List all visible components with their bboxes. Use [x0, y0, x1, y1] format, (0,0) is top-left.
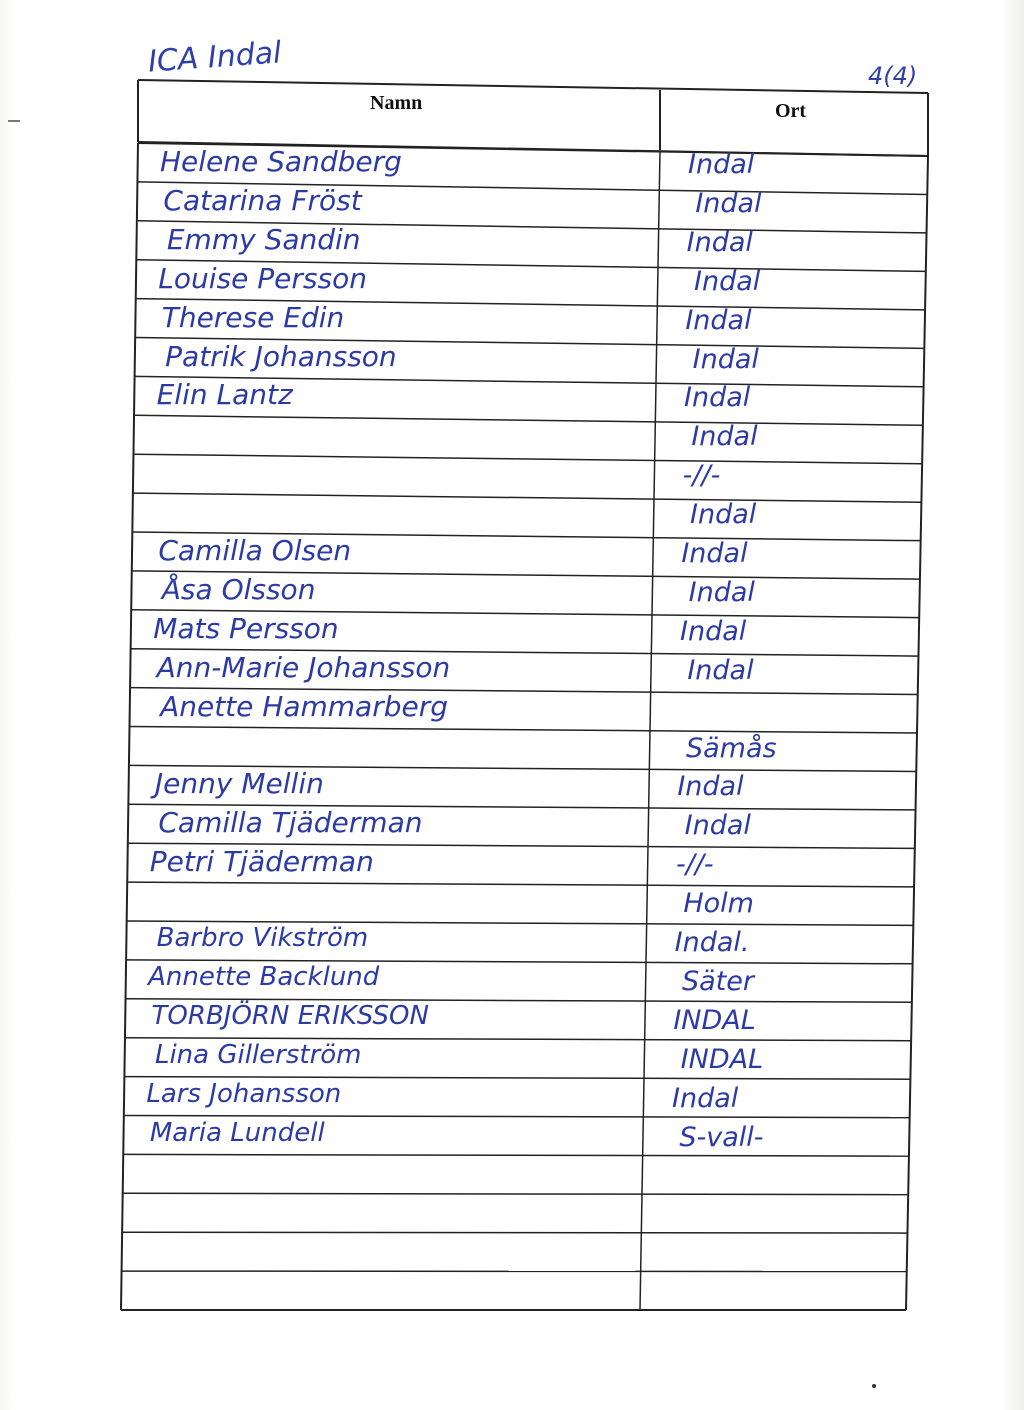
row-namn: Patrik Johansson [165, 339, 397, 373]
row-ort: Indal [691, 421, 758, 453]
row-ort: Säter [682, 965, 754, 997]
row-ort: Indal [684, 810, 751, 842]
row-namn: Barbro Vikström [156, 923, 369, 953]
row-namn: Louise Persson [158, 261, 367, 295]
column-header-ort: Ort [775, 100, 807, 122]
row-line [127, 882, 914, 887]
row-ort: Indal. [674, 927, 750, 958]
page-speck [872, 1384, 876, 1388]
row-ort: Indal [680, 615, 747, 647]
row-line [133, 454, 922, 464]
row-namn: Elin Lantz [156, 378, 293, 412]
row-namn: Anette Hammarberg [160, 689, 448, 723]
row-ort: Indal [690, 499, 757, 531]
row-namn: Camilla Olsen [158, 534, 352, 567]
row-ort: Indal [692, 343, 759, 375]
row-namn: Åsa Olsson [161, 572, 316, 606]
row-ort: Indal [684, 382, 751, 414]
row-line [122, 1232, 907, 1233]
row-ort: Indal [685, 304, 752, 336]
row-ort: Sämås [686, 732, 777, 764]
row-ort: Indal [688, 576, 755, 608]
row-ort: Indal [686, 226, 753, 258]
row-ort: Indal [681, 538, 748, 569]
row-namn: Annette Backlund [148, 961, 380, 992]
row-namn: Lina Gillerström [154, 1039, 362, 1070]
row-namn: TORBJÖRN ERIKSSON [151, 1000, 429, 1031]
row-ort: INDAL [680, 1043, 764, 1075]
row-namn: Therese Edin [161, 300, 345, 334]
column-header-namn: Namn [370, 92, 423, 114]
row-namn: Lars Johansson [146, 1078, 342, 1109]
row-ort: Indal [695, 187, 762, 219]
page-number: 4(4) [868, 62, 918, 90]
row-namn: Petri Tjäderman [149, 845, 374, 879]
row-ort: Holm [683, 888, 754, 920]
row-ort: -//- [676, 849, 714, 881]
row-ort: S-vall- [679, 1121, 764, 1153]
row-namn: Camilla Tjäderman [158, 806, 423, 840]
row-ort: Indal [687, 654, 754, 686]
row-ort: INDAL [673, 1004, 756, 1036]
row-namn: Helene Sandberg [160, 145, 402, 178]
row-namn: Maria Lundell [149, 1117, 325, 1148]
row-ort: Indal [688, 149, 755, 180]
row-ort: Indal [672, 1082, 739, 1114]
row-line [123, 1154, 909, 1156]
row-namn: Mats Persson [153, 611, 339, 645]
row-namn: Emmy Sandin [166, 222, 361, 256]
row-line [130, 727, 918, 734]
row-line [133, 493, 922, 502]
row-ort: -//- [682, 460, 721, 492]
row-ort: Indal [694, 265, 761, 297]
row-line [134, 415, 923, 425]
row-namn: Ann-Marie Johansson [156, 650, 451, 684]
header-top-border [138, 80, 928, 93]
row-ort: Indal [677, 771, 744, 803]
row-line [123, 1193, 909, 1194]
handwritten-header-note: ICA Indal [146, 35, 283, 80]
row-namn: Jenny Mellin [154, 767, 324, 801]
row-namn: Catarina Fröst [163, 183, 362, 217]
